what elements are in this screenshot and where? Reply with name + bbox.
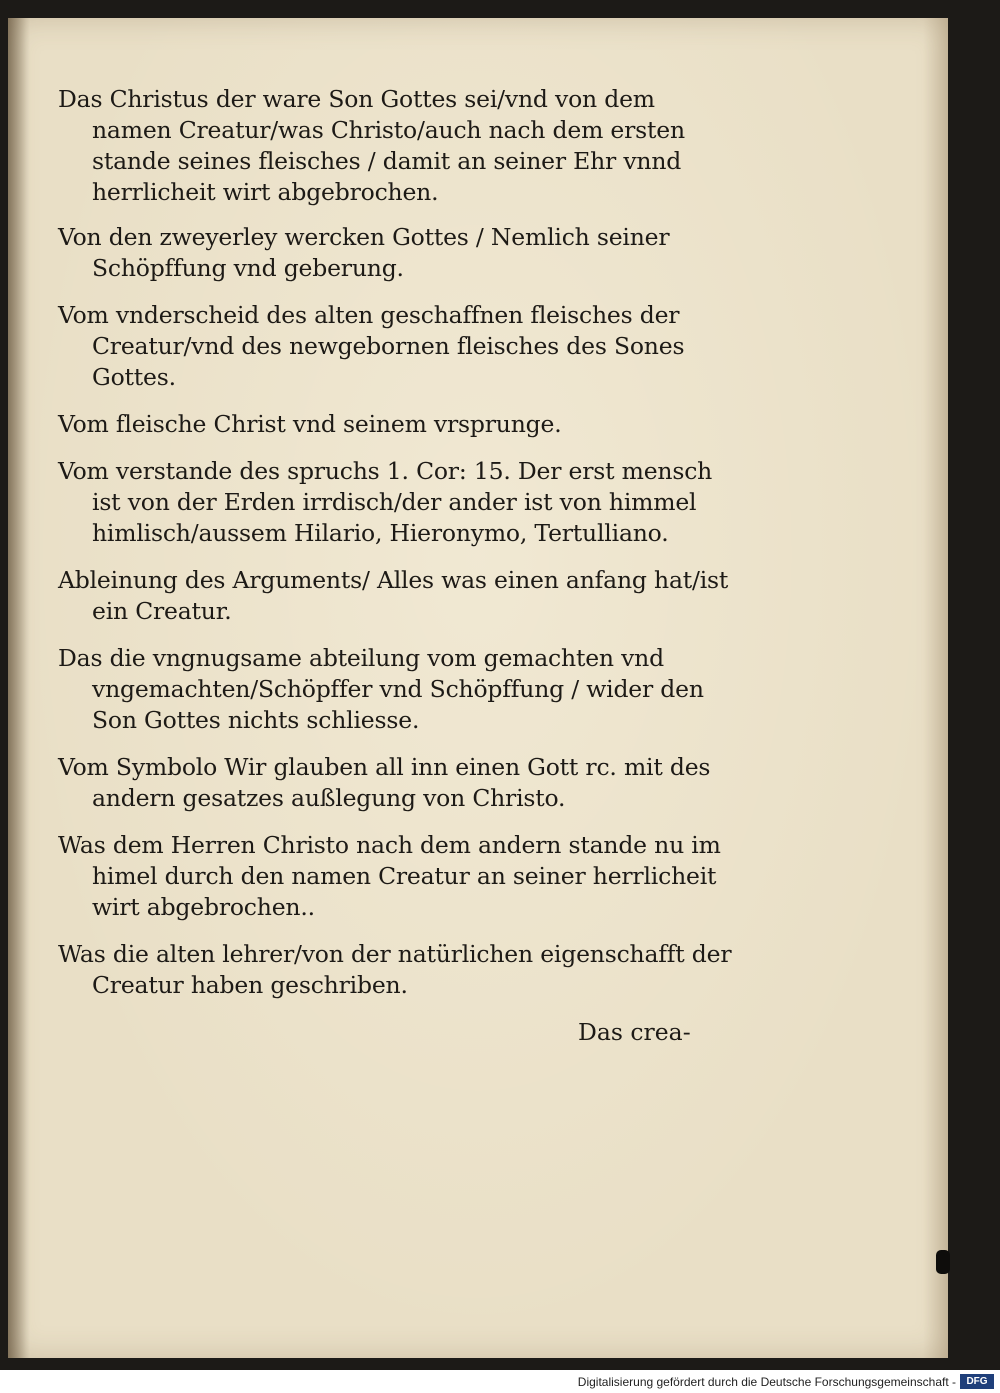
dfg-logo: DFG xyxy=(960,1374,994,1389)
toc-entry: Das die vngnugsame abteilung vom gemachten vnd vngemachten/Schöpffer vnd Schöpffung / wider den Son Gottes nichts schliesse. xyxy=(58,644,704,734)
toc-entry: Von den zweyerley wercken Gottes / Nemlich seiner Schöpffung vnd geberung. xyxy=(58,223,670,282)
toc-entry: Was die alten lehrer/von der natürlichen eigenschafft der Creatur haben geschriben. xyxy=(58,940,732,999)
toc-entry: Vom fleische Christ vnd seinem vrsprunge. xyxy=(58,410,562,438)
toc-entry: Vom vnderscheid des alten geschaffnen fleisches der Creatur/vnd des newgebornen fleisches des Sones Gottes. xyxy=(58,301,685,391)
funding-credit: Digitalisierung gefördert durch die Deutsche Forschungsgemeinschaft - xyxy=(577,1375,956,1389)
table-of-contents xyxy=(58,84,738,1017)
toc-entry: Das Christus der ware Son Gottes sei/vnd von dem namen Creatur/was Christo/auch nach dem ersten stande seines fleisches / damit an seiner Ehr vnnd herrlicheit wirt abgebrochen. xyxy=(58,85,685,206)
page-edge-mark xyxy=(936,1250,950,1274)
toc-entry: Vom verstande des spruchs 1. Cor: 15. Der erst mensch ist von der Erden irrdisch/der ander ist von himmel himlisch/aussem Hilario, Hieronymo, Tertulliano. xyxy=(58,457,713,547)
toc-entry: Ableinung des Arguments/ Alles was einen anfang hat/ist ein Creatur. xyxy=(58,566,729,625)
gutter-shadow xyxy=(8,18,30,1358)
toc-entry: Was dem Herren Christo nach dem andern stande nu im himel durch den namen Creatur an seiner herrlicheit wirt abgebrochen.. xyxy=(58,831,721,921)
catchword: Das crea- xyxy=(578,1018,691,1046)
toc-entry: Vom Symbolo Wir glauben all inn einen Gott rc. mit des andern gesatzes außlegung von Christo. xyxy=(58,753,711,812)
